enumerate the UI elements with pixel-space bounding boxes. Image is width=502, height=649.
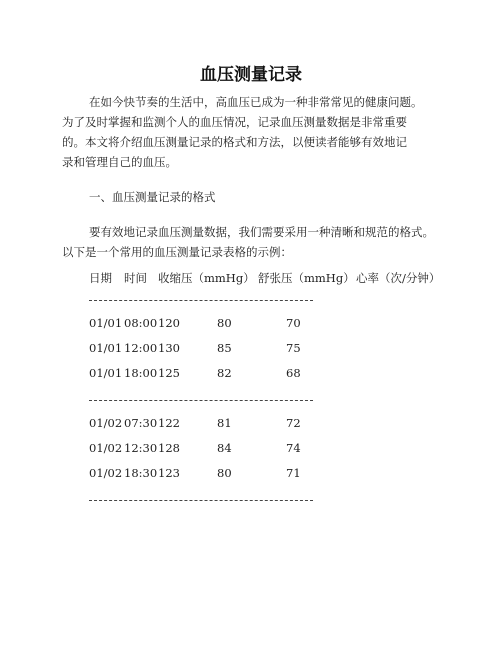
table-row	[0, 341, 502, 357]
cell-heart-rate: 72	[286, 416, 301, 430]
cell-time: 18:00	[124, 366, 158, 380]
header-heart-rate: 心率（次/分钟）	[356, 271, 441, 285]
table-separator	[89, 400, 313, 401]
cell-systolic: 122	[158, 416, 180, 430]
header-time: 时间	[124, 271, 147, 285]
cell-date: 01/01	[89, 366, 123, 380]
intro-line-4: 录和管理自己的血压。	[62, 155, 177, 169]
cell-date: 01/02	[89, 466, 123, 480]
cell-heart-rate: 74	[286, 441, 301, 455]
page-title: 血压测量记录	[200, 65, 302, 85]
section-heading: 一、血压测量记录的格式	[89, 190, 216, 204]
cell-systolic: 120	[158, 316, 180, 330]
table-row	[0, 316, 502, 332]
table-header	[0, 270, 502, 286]
cell-date: 01/02	[89, 416, 123, 430]
table-row	[0, 416, 502, 432]
intro-line-2: 为了及时掌握和监测个人的血压情况，记录血压测量数据是非常重要	[62, 115, 407, 129]
cell-date: 01/01	[89, 316, 123, 330]
section-para-line-2: 以下是一个常用的血压测量记录表格的示例：	[62, 245, 292, 259]
intro-line-3: 的。本文将介绍血压测量记录的格式和方法，以便读者能够有效地记	[62, 135, 407, 149]
header-diastolic: 舒张压（mmHg）	[258, 271, 355, 285]
cell-heart-rate: 71	[286, 466, 301, 480]
cell-heart-rate: 70	[286, 316, 301, 330]
intro-line-1: 在如今快节奏的生活中，高血压已成为一种非常常见的健康问题。	[89, 95, 423, 109]
cell-systolic: 130	[158, 341, 180, 355]
header-date: 日期	[89, 271, 112, 285]
cell-diastolic: 81	[217, 416, 232, 430]
cell-time: 12:30	[124, 441, 158, 455]
cell-date: 01/02	[89, 441, 123, 455]
cell-time: 08:00	[124, 316, 158, 330]
cell-time: 12:00	[124, 341, 158, 355]
table-separator	[89, 500, 313, 501]
table-row	[0, 441, 502, 457]
table-separator	[89, 300, 313, 301]
cell-diastolic: 80	[217, 316, 232, 330]
cell-diastolic: 85	[217, 341, 232, 355]
cell-heart-rate: 75	[286, 341, 301, 355]
cell-systolic: 123	[158, 466, 180, 480]
table-row	[0, 366, 502, 382]
cell-systolic: 125	[158, 366, 180, 380]
cell-heart-rate: 68	[286, 366, 301, 380]
cell-time: 18:30	[124, 466, 158, 480]
cell-date: 01/01	[89, 341, 123, 355]
cell-time: 07:30	[124, 416, 158, 430]
cell-diastolic: 84	[217, 441, 232, 455]
cell-diastolic: 80	[217, 466, 232, 480]
cell-systolic: 128	[158, 441, 180, 455]
cell-diastolic: 82	[217, 366, 232, 380]
section-para-line-1: 要有效地记录血压测量数据，我们需要采用一种清晰和规范的格式。	[89, 225, 434, 239]
table-row	[0, 466, 502, 482]
header-systolic: 收缩压（mmHg）	[158, 271, 255, 285]
